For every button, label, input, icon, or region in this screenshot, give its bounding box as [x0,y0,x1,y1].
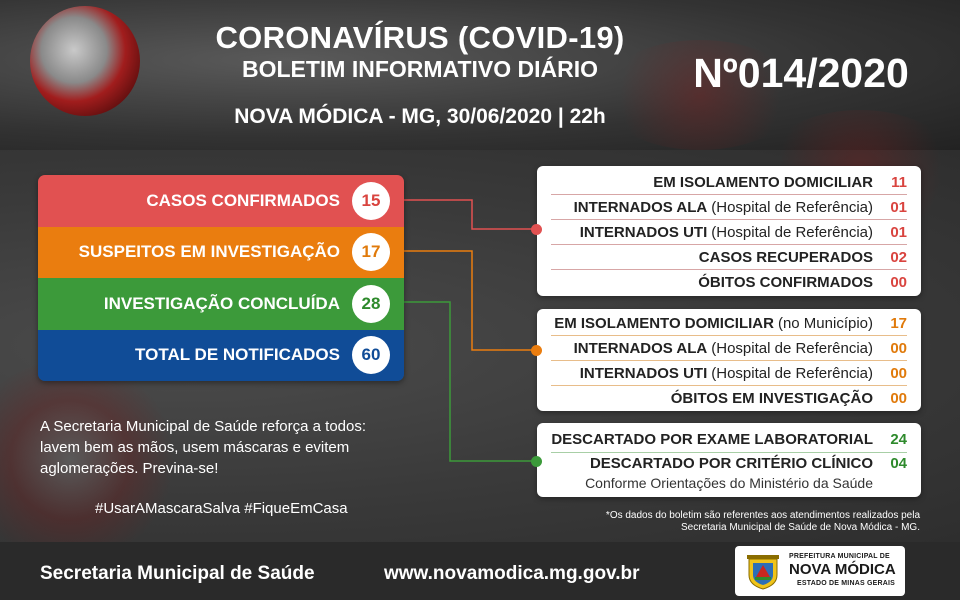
location-date: NOVA MÓDICA - MG, 30/06/2020 | 22h [234,105,606,128]
detail-note: (Hospital de Referência) [711,340,873,357]
detail-value: 00 [890,340,907,357]
category-total [38,330,404,382]
detail-row [551,311,907,336]
detail-row [551,336,907,361]
detail-note: (Hospital de Referência) [711,199,873,216]
detail-row [551,170,907,195]
detail-value: 17 [890,315,907,332]
detail-row [551,270,907,295]
detail-value: 00 [890,390,907,407]
detail-row [551,361,907,386]
detail-value: 01 [890,224,907,241]
prefeitura-logo [735,546,905,596]
detail-value: 00 [890,365,907,382]
category-label: SUSPEITOS EM INVESTIGAÇÃO [78,242,340,262]
detail-value: 24 [890,431,907,448]
detail-note: (no Município) [777,315,873,332]
category-label: INVESTIGAÇÃO CONCLUÍDA [103,293,340,313]
concluded-details-box [537,423,921,497]
detail-value: 11 [891,174,907,191]
category-confirmed [38,175,404,227]
category-count: 60 [352,336,390,374]
logo-line-3: ESTADO DE MINAS GERAIS [797,580,896,587]
detail-label: DESCARTADO POR EXAME LABORATORIAL [551,431,873,448]
detail-label: ÓBITOS EM INVESTIGAÇÃO [670,390,873,407]
detail-row [551,453,907,475]
logo-line-2: NOVA MÓDICA [789,561,896,578]
connector-dot-concluded [531,456,542,467]
detail-label: ÓBITOS CONFIRMADOS [698,274,873,291]
virus-illustration [30,6,140,116]
confirmed-details-box [537,166,921,296]
detail-value: 02 [890,249,907,266]
detail-value: 01 [890,199,907,216]
category-count: 17 [352,233,390,271]
logo-line-1: PREFEITURA MUNICIPAL DE [789,553,890,560]
category-concluded [38,278,404,330]
detail-label: CASOS RECUPERADOS [698,249,873,266]
connector-dot-suspect [531,345,542,356]
concluded-note: Conforme Orientações do Ministério da Saúde [585,475,873,491]
bulletin-number: Nº014/2020 [693,50,909,96]
detail-row [551,386,907,411]
detail-note: (Hospital de Referência) [711,224,873,241]
footer-department: Secretaria Municipal de Saúde [40,563,315,584]
detail-label: INTERNADOS UTI [579,365,708,382]
category-count: 15 [352,182,390,220]
page-title: CORONAVÍRUS (COVID-19) [215,20,625,55]
detail-label: INTERNADOS ALA [573,340,708,357]
detail-value: 04 [890,455,907,472]
health-message: A Secretaria Municipal de Saúde reforça a todos: lavem bem as mãos, usem máscaras e evitem aglomerações. Previna-se! [40,418,367,477]
category-suspect [38,227,404,279]
detail-label: EM ISOLAMENTO DOMICILIAR [653,174,873,191]
detail-row [551,426,907,453]
page-subtitle: BOLETIM INFORMATIVO DIÁRIO [241,56,599,82]
detail-label: EM ISOLAMENTO DOMICILIAR [554,315,774,332]
data-footnote: *Os dados do boletim são referentes aos atendimentos realizados pela Secretaria Municipal de Saúde de Nova Módica - MG. [605,510,920,533]
coat-of-arms-icon [743,551,783,591]
footer-url-link[interactable]: www.novamodica.mg.gov.br [384,563,640,584]
category-panel [38,175,404,381]
category-count: 28 [352,285,390,323]
detail-row [551,245,907,270]
detail-row [551,220,907,245]
detail-label: INTERNADOS UTI [579,224,708,241]
detail-note: (Hospital de Referência) [711,365,873,382]
detail-value: 00 [890,274,907,291]
detail-label: INTERNADOS ALA [573,199,708,216]
hashtags: #UsarAMascaraSalva #FiqueEmCasa [95,500,348,517]
detail-row [551,195,907,220]
connector-dot-confirmed [531,224,542,235]
category-label: CASOS CONFIRMADOS [146,190,340,210]
category-label: TOTAL DE NOTIFICADOS [135,345,340,365]
detail-label: DESCARTADO POR CRITÉRIO CLÍNICO [589,455,873,472]
suspect-details-box [537,309,921,411]
